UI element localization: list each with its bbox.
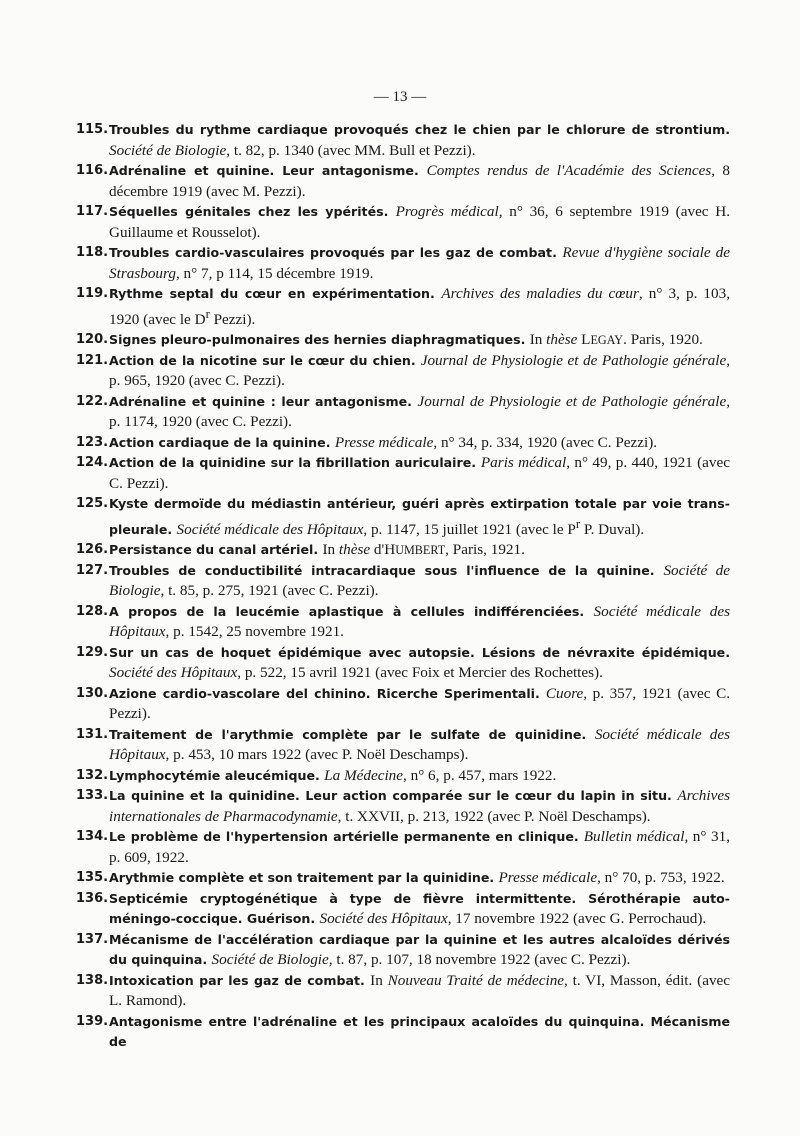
bibliography-entry — [76, 786, 730, 827]
entry-number: 127. — [76, 562, 109, 578]
entry-title: Lymphocytémie aleucémique. — [109, 767, 320, 783]
entry-title: Signes pleuro-pulmonaires des hernies diaphragmatiques. — [109, 332, 526, 348]
entry-number: 132. — [76, 767, 109, 783]
entry-title: Arythmie complète et son traitement par la quinidine. — [109, 870, 495, 886]
entry-title: Kyste dermoïde du médiastin antérieur, guéri après extirpation totale par voie trans-pleurale. — [109, 496, 730, 537]
bibliography-entry — [76, 725, 730, 766]
bibliography-entry — [76, 202, 730, 243]
entry-citation: Paris médical, n° 49, p. 440, 1921 (avec C. Pezzi). — [109, 454, 730, 492]
entry-number: 130. — [76, 685, 109, 701]
entry-title: Action de la nicotine sur le cœur du chien. — [109, 352, 416, 368]
entry-title: Rythme septal du cœur en expérimentation. — [109, 286, 435, 301]
entry-citation: Comptes rendus de l'Académie des Sciences, 8 décembre 1919 (avec M. Pezzi). — [109, 162, 730, 200]
bibliography-entry — [76, 161, 730, 202]
entry-citation: Société de Biologie, t. 85, p. 275, 1921 (avec C. Pezzi). — [109, 561, 730, 600]
entry-citation: In thèse d'HUMBERT, Paris, 1921. — [322, 541, 525, 559]
entry-title: Troubles de conductibilité intracardiaque sous l'influence de la quinine. — [109, 562, 655, 578]
entry-citation: Société médicale des Hôpitaux, p. 453, 10 mars 1922 (avec P. Noël Deschamps). — [109, 725, 731, 764]
entry-number: 122. — [76, 393, 109, 409]
entry-title: Action de la quinidine sur la fibrillation auriculaire. — [109, 455, 477, 471]
entry-number: 139. — [76, 1013, 109, 1029]
entry-number: 126. — [76, 542, 109, 558]
entry-citation: Société de Biologie, t. 87, p. 107, 18 novembre 1922 (avec C. Pezzi). — [211, 951, 631, 969]
entry-citation: Bulletin médical, n° 31, p. 609, 1922. — [109, 828, 731, 866]
bibliography-entry — [76, 684, 730, 725]
bibliography-entry — [76, 889, 730, 930]
entry-citation: Journal de Physiologie et de Pathologie générale, p. 1174, 1920 (avec C. Pezzi). — [109, 392, 731, 431]
entry-title: Adrénaline et quinine : leur antagonisme. — [109, 393, 412, 409]
bibliography-entry — [76, 766, 730, 787]
entry-citation: In Nouveau Traité de médecine, t. VI, Masson, édit. (avec L. Ramond). — [109, 971, 731, 1010]
entry-title: Mécanisme de l'accélération cardiaque par la quinine et les autres alcaloïdes dérivés du quinquina. — [109, 931, 730, 968]
entry-number: 136. — [76, 890, 109, 906]
bibliography-entry — [76, 868, 730, 889]
entry-number: 137. — [76, 931, 109, 947]
entry-title: Intoxication par les gaz de combat. — [109, 972, 365, 988]
entry-title: Sur un cas de hoquet épidémique avec autopsie. Lésions de névraxite épidémique. — [109, 644, 730, 660]
bibliography-entry — [76, 453, 730, 494]
entry-number: 121. — [76, 352, 109, 368]
bibliography-entry — [76, 351, 730, 392]
entry-number: 128. — [76, 603, 109, 619]
entry-number: 119. — [76, 286, 109, 301]
bibliography-entry — [76, 540, 730, 561]
bibliography-entry — [76, 930, 730, 971]
bibliography-entry — [76, 1012, 730, 1053]
entry-number: 133. — [76, 788, 109, 804]
bibliography-entry — [76, 827, 730, 868]
bibliography-entry — [76, 433, 730, 454]
entry-citation: Journal de Physiologie et de Pathologie générale, p. 965, 1920 (avec C. Pezzi). — [109, 351, 730, 390]
entry-number: 135. — [76, 870, 109, 886]
entry-title: La quinine et la quinidine. Leur action comparée sur le cœur du lapin in situ. — [109, 788, 672, 804]
page-number: — 13 — — [373, 89, 427, 105]
bibliography-entry — [76, 120, 730, 161]
entry-citation: Presse médicale, n° 70, p. 753, 1922. — [498, 869, 725, 887]
entry-title: Adrénaline et quinine. Leur antagonisme. — [109, 163, 419, 178]
entry-title: Le problème de l'hypertension artérielle permanente en clinique. — [109, 829, 579, 845]
entry-citation: Progrès médical, n° 36, 6 septembre 1919 (avec H. Guillaume et Rousselot). — [109, 203, 730, 241]
bibliography-entry — [76, 602, 730, 643]
entry-number: 129. — [76, 644, 109, 660]
entry-citation: Société de Biologie, t. 82, p. 1340 (avec MM. Bull et Pezzi). — [109, 141, 476, 159]
entry-number: 125. — [76, 496, 109, 512]
bibliography-entry — [76, 561, 730, 602]
entry-title: Septicémie cryptogénétique à type de fièvre intermittente. Sérothérapie auto-méningo-coccique. Guérison. — [109, 890, 730, 927]
bibliography-entry — [76, 330, 730, 351]
bibliography-entry — [76, 494, 730, 540]
bibliography-list — [76, 120, 730, 1053]
bibliography-entry — [76, 392, 730, 433]
entry-title: Antagonisme entre l'adrénaline et les principaux acaloïdes du quinquina. Mécanisme de — [109, 1013, 730, 1050]
entry-title: Azione cardio-vascolare del chinino. Ricerche Sperimentali. — [109, 685, 540, 701]
entry-citation: In thèse LEGAY. Paris, 1920. — [529, 331, 703, 349]
entry-citation: Cuore, p. 357, 1921 (avec C. Pezzi). — [109, 684, 730, 723]
entry-number: 123. — [76, 434, 109, 450]
entry-citation: Archives des maladies du cœur, n° 3, p. 103, 1920 (avec le $D^r$ Pezzi). — [109, 285, 731, 328]
entry-citation: La Médecine, n° 6, p. 457, mars 1922. — [324, 766, 557, 784]
entry-title: Troubles du rythme cardiaque provoqués chez le chien par le chlorure de strontium. — [109, 122, 730, 137]
entry-citation: Société des Hôpitaux, 17 novembre 1922 (avec G. Perrochaud). — [319, 910, 707, 928]
entry-number: 118. — [76, 245, 109, 260]
bibliography-entry — [76, 643, 730, 684]
entry-number: 131. — [76, 726, 109, 742]
entry-citation: Presse médicale, n° 34, p. 334, 1920 (avec C. Pezzi). — [334, 433, 658, 451]
entry-citation: Archives internationales de Pharmacodynamie, t. XXVII, p. 213, 1922 (avec P. Noël Deschamps). — [109, 787, 730, 825]
entry-title: A propos de la leucémie aplastique à cellules indifférenciées. — [109, 603, 585, 619]
entry-title: Persistance du canal artériel. — [109, 542, 319, 558]
entry-title: Séquelles génitales chez les ypérités. — [109, 204, 389, 219]
entry-number: 134. — [76, 829, 109, 845]
entry-title: Action cardiaque de la quinine. — [109, 434, 331, 450]
entry-number: 124. — [76, 455, 109, 471]
entry-number: 116. — [76, 163, 109, 178]
entry-number: 115. — [76, 122, 109, 137]
entry-citation: Société des Hôpitaux, p. 522, 15 avril 1921 (avec Foix et Mercier des Rochettes). — [109, 664, 603, 682]
entry-title: Traitement de l'arythmie complète par le sulfate de quinidine. — [109, 726, 587, 742]
bibliography-entry — [76, 243, 730, 284]
entry-number: 117. — [76, 204, 109, 219]
bibliography-entry — [76, 284, 730, 330]
entry-citation: Société médicale des Hôpitaux, p. 1542, 25 novembre 1921. — [109, 602, 730, 641]
entry-citation: Revue d'hygiène sociale de Strasbourg, n° 7, p 114, 15 décembre 1919. — [109, 244, 730, 282]
entry-title: Troubles cardio-vasculaires provoqués par les gaz de combat. — [109, 245, 557, 260]
bibliography-entry — [76, 971, 730, 1012]
entry-number: 120. — [76, 332, 109, 348]
entry-citation: Société médicale des Hôpitaux, p. 1147, 15 juillet 1921 (avec le $P^r$ P. Duval). — [176, 516, 645, 538]
entry-number: 138. — [76, 972, 109, 988]
